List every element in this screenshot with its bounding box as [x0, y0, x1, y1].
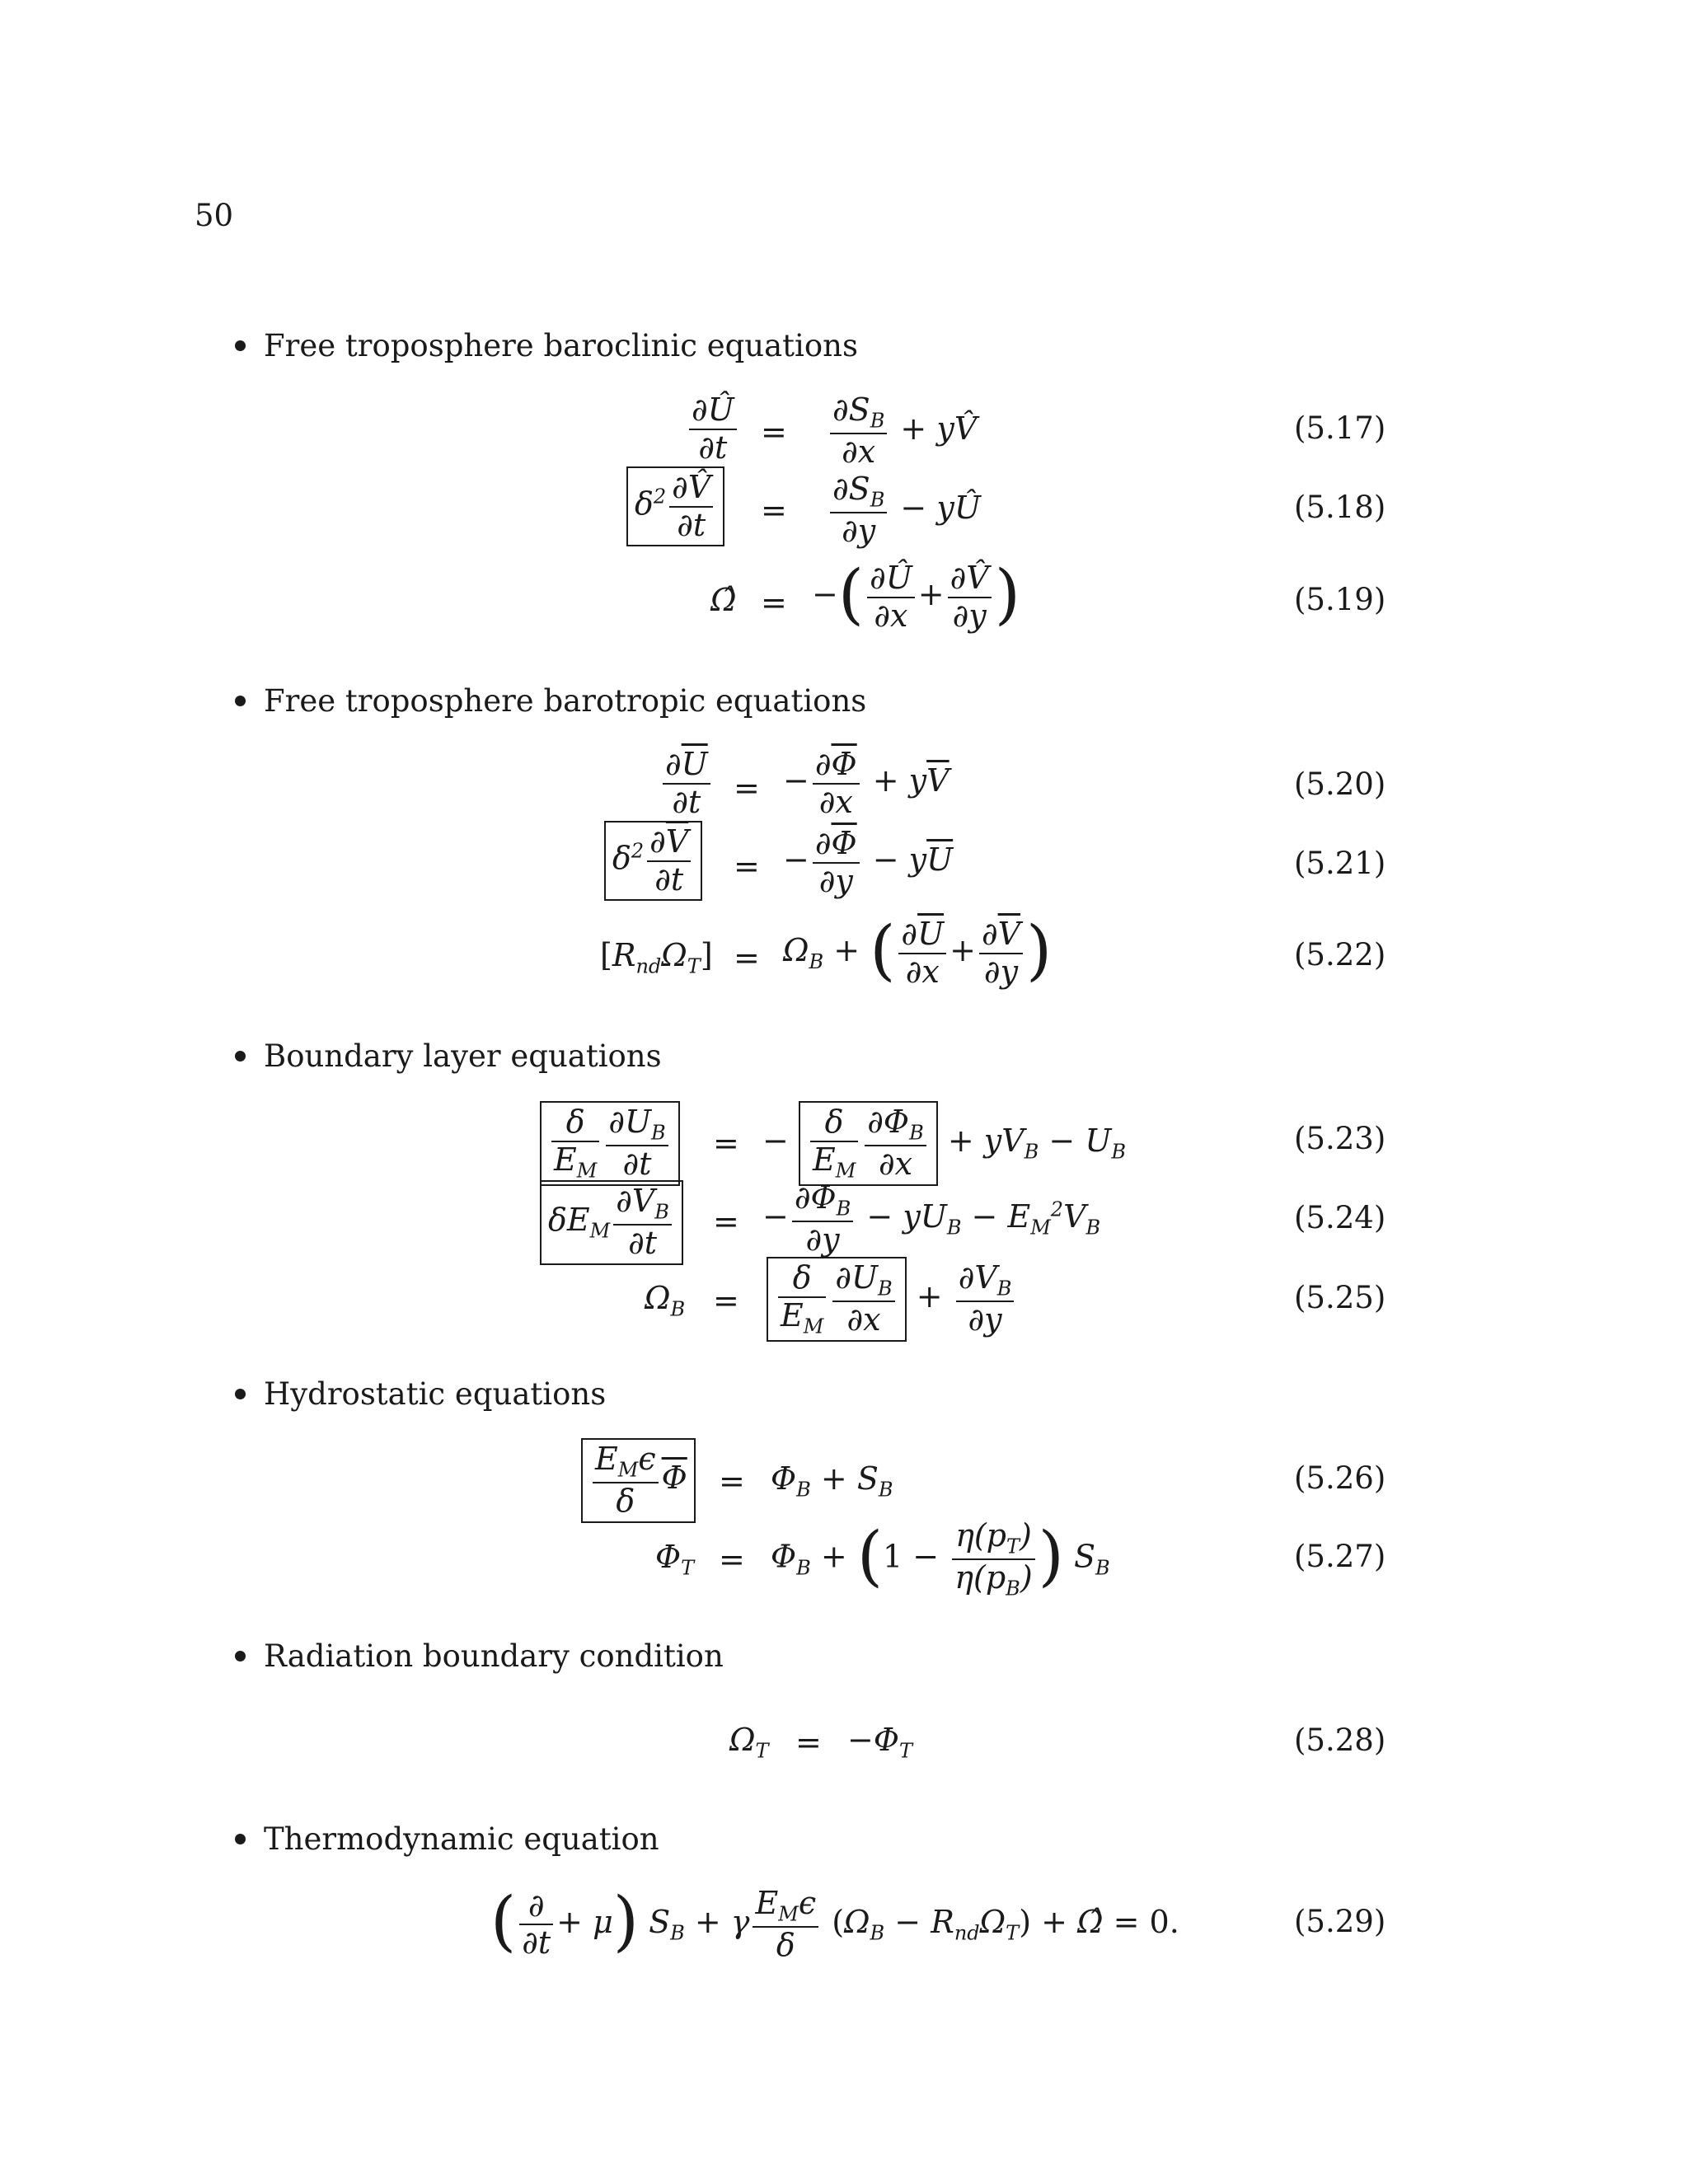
- equation-number: (5.29): [1294, 1904, 1386, 1939]
- equation-5-18-rhs: $\frac{\partial S_B}{\partial y}$ − yÛ: [827, 471, 981, 550]
- section-heading-thermodynamic: [235, 1821, 659, 1857]
- equation-number: (5.18): [1294, 490, 1386, 525]
- equation-5-27-relation: =: [719, 1541, 745, 1577]
- equation-number: (5.20): [1294, 766, 1386, 802]
- equation-5-24-rhs: − $\frac{\partial\Phi_B}{\partial y}$ − $yU_B - E_M^2V_B$: [762, 1179, 1101, 1258]
- equation-5-19-rhs: −( $\frac{\partial Û}{\partial x}$ + $\frac{\partial V̂}{\partial y}$ ): [812, 555, 1020, 634]
- equation-5-22-relation: =: [734, 940, 760, 976]
- equation-5-22-lhs: $[R_{nd}\Omega_T]$: [600, 937, 713, 978]
- equation-5-24-lhs: $\delta E_M$ $\frac{\partial V_B}{\partial t}$: [540, 1180, 683, 1265]
- equation-5-27-lhs: $\Phi_T$: [655, 1539, 695, 1580]
- bullet-icon: [235, 696, 246, 706]
- equation-number: (5.25): [1294, 1280, 1386, 1315]
- equation-5-23-rhs: − $\frac{\delta}{E_M}$ $\frac{\partial\Phi_B}{\partial x}$ + $yV_B - U_B$: [762, 1101, 1126, 1186]
- bullet-icon: [235, 340, 246, 351]
- equation-5-18-relation: =: [761, 492, 787, 528]
- equation-5-19-lhs: Ω̂: [710, 582, 737, 618]
- equation-5-26-lhs: $\frac{E_M\epsilon}{\delta}$ $\overline{\Phi}$: [581, 1438, 696, 1523]
- section-heading-text: Hydrostatic equations: [264, 1376, 607, 1412]
- section-heading-text: Free troposphere baroclinic equations: [264, 328, 858, 363]
- bullet-icon: [235, 1389, 246, 1399]
- section-heading-radiation: [235, 1638, 724, 1674]
- equation-number: (5.22): [1294, 937, 1386, 972]
- bullet-icon: [235, 1834, 246, 1844]
- equation-number: (5.23): [1294, 1121, 1386, 1156]
- equation-5-21-rhs: − $\frac{\partial\overline{\Phi}}{\partial y}$ − $y\overline{U}$: [783, 825, 954, 899]
- equation-5-23-relation: =: [713, 1125, 739, 1161]
- equation-5-18-lhs: $\delta^2$ $\frac{\partial V̂}{\partial t}$: [626, 466, 724, 546]
- equation-5-20-lhs: $\frac{\partial\overline{U}}{\partial t}$: [659, 747, 714, 820]
- equation-5-28-rhs: $-\Phi_T$: [847, 1722, 913, 1763]
- equation-number: (5.21): [1294, 846, 1386, 881]
- equation-5-25-lhs: $\Omega_B$: [645, 1280, 686, 1321]
- equation-5-27-rhs: $\Phi_B + (1$ − $\frac{\eta(p_T)}{\eta(p_B)}$ ) $S_B$: [771, 1517, 1110, 1601]
- section-heading-baroclinic: [235, 328, 858, 363]
- equation-number: (5.26): [1294, 1460, 1386, 1496]
- equation-number: (5.17): [1294, 410, 1386, 446]
- equation-number: (5.19): [1294, 582, 1386, 617]
- equation-5-28-lhs: $\Omega_T$: [729, 1722, 769, 1763]
- equation-5-20-relation: =: [734, 770, 760, 806]
- equation-5-21-relation: =: [734, 848, 760, 884]
- section-heading-text: Free troposphere barotropic equations: [264, 683, 867, 719]
- section-heading-text: Thermodynamic equation: [264, 1821, 659, 1857]
- bullet-icon: [235, 1051, 246, 1062]
- equation-5-26-relation: =: [719, 1463, 745, 1499]
- section-heading-text: Boundary layer equations: [264, 1038, 662, 1074]
- equation-5-17-rhs: $\frac{\partial S_B}{\partial x}$ + yV̂: [827, 392, 977, 471]
- section-heading-boundary-layer: [235, 1038, 662, 1074]
- equation-5-17-relation: =: [761, 414, 787, 450]
- equation-5-17-lhs: $\frac{\partial Û}{\partial t}$: [686, 392, 740, 466]
- equation-5-20-rhs: − $\frac{\partial\overline{\Phi}}{\partial x}$ + $y\overline{V}$: [783, 746, 950, 820]
- equation-5-24-relation: =: [713, 1203, 739, 1240]
- equation-5-19-relation: =: [761, 584, 787, 621]
- section-heading-text: Radiation boundary condition: [264, 1638, 724, 1674]
- equation-5-29: ( $\frac{\partial}{\partial t}$ + μ) $S_B + \gamma$ $\frac{E_M\epsilon}{\delta}$ $(\Omega_B - R_{nd}\Omega_T)$ + Ω̂ = 0.: [490, 1882, 1179, 1964]
- bullet-icon: [235, 1651, 246, 1661]
- equation-5-21-lhs: $\delta^2$ $\frac{\partial\overline{V}}{\partial t}$: [604, 821, 702, 901]
- equation-5-26-rhs: $\Phi_B + S_B$: [771, 1460, 893, 1502]
- section-heading-hydrostatic: [235, 1376, 606, 1412]
- equation-number: (5.24): [1294, 1200, 1386, 1235]
- page-number: 50: [195, 198, 234, 233]
- equation-5-28-relation: =: [795, 1724, 822, 1760]
- equation-5-23-lhs: $\frac{\delta}{E_M}$ $\frac{\partial U_B}{\partial t}$: [540, 1101, 680, 1186]
- equation-number: (5.27): [1294, 1539, 1386, 1574]
- equation-5-25-relation: =: [713, 1282, 739, 1319]
- equation-number: (5.28): [1294, 1722, 1386, 1758]
- equation-5-22-rhs: $\Omega_B$ + ( $\frac{\partial\overline{U}}{\partial x}$ + $\frac{\partial\overline{V}}{\partial y}$ ): [783, 911, 1053, 990]
- section-heading-barotropic: [235, 683, 866, 719]
- equation-5-25-rhs: $\frac{\delta}{E_M}$ $\frac{\partial U_B}{\partial x}$ + $\frac{\partial V_B}{\partial y}$: [767, 1257, 1017, 1342]
